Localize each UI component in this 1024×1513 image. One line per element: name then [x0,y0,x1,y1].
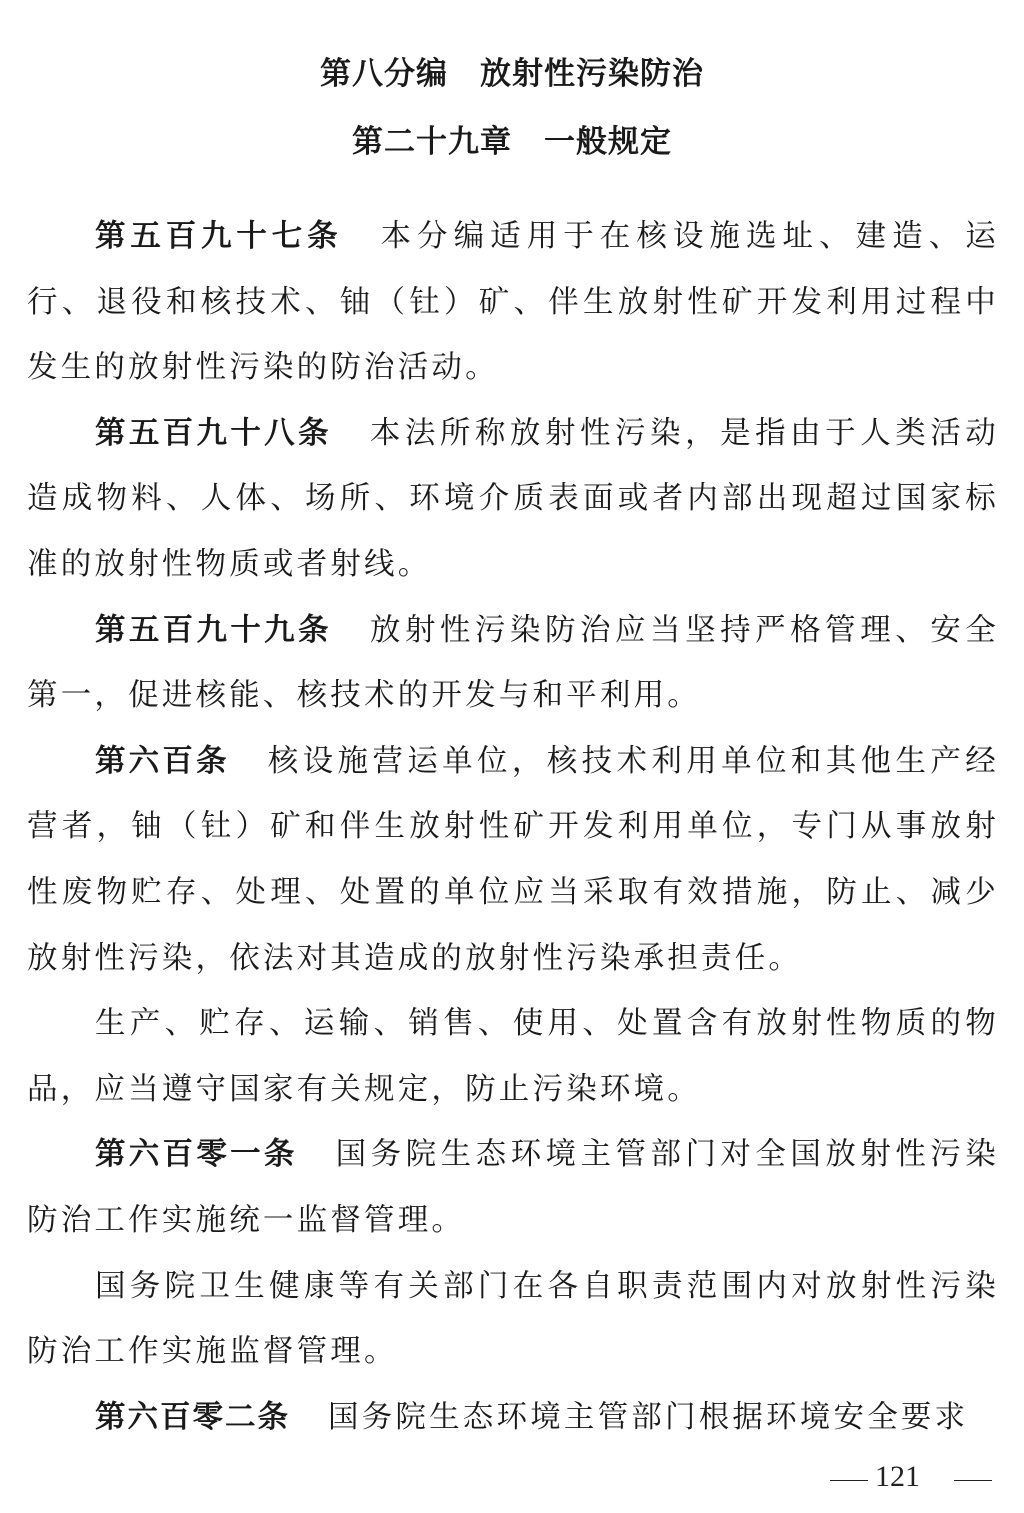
article-number: 第五百九十八条 [95,415,332,451]
article-600-paragraph [27,729,999,991]
article-text: 核设施营运单位，核技术利用单位和其他生产经营者，铀（钍）矿和伴生放射性矿开发利用单位，专门从事放射性废物贮存、处理、处置的单位应当采取有效措施，防止、减少放射性污染，依法对其造成的放射性污染承担责任。 [27,743,999,976]
article-number: 第五百九十九条 [95,612,332,648]
part-title: 第八分编 放射性污染防治 [320,56,704,92]
article-597-paragraph [27,204,999,401]
footer-dash-left [830,1480,868,1481]
page-number: 121 [875,1460,920,1493]
page-footer [0,1458,1024,1498]
article-598-paragraph [27,401,999,598]
article-601-clause-2 [27,1254,999,1385]
article-number: 第六百零二条 [95,1399,290,1435]
chapter-title: 第二十九章 一般规定 [352,124,672,160]
document-body [27,204,999,1450]
article-601-paragraph [27,1122,999,1253]
article-text: 放射性污染防治应当坚持严格管理、安全第一，促进核能、核技术的开发与和平利用。 [27,612,1000,714]
article-600-clause-2 [27,991,999,1122]
article-number: 第五百九十七条 [95,219,343,254]
article-text: 生产、贮存、运输、销售、使用、处置含有放射性物质的物品，应当遵守国家有关规定，防止污染环境。 [27,1006,999,1107]
article-number: 第六百零一条 [95,1137,298,1173]
article-599-paragraph [27,598,999,729]
article-number: 第六百条 [95,743,230,779]
article-text: 国务院卫生健康等有关部门在各自职责范围内对放射性污染防治工作实施监督管理。 [27,1268,999,1370]
article-text: 本分编适用于在核设施选址、建造、运行、退役和核技术、铀（钍）矿、伴生放射性矿开发利用过程中发生的放射性污染的防治活动。 [27,219,999,386]
article-602-paragraph [27,1385,999,1451]
article-text: 国务院生态环境主管部门根据环境安全要求 [328,1399,969,1435]
article-text: 国务院生态环境主管部门对全国放射性污染防治工作实施统一监督管理。 [27,1137,999,1238]
article-text: 本法所称放射性污染，是指由于人类活动造成物料、人体、场所、环境介质表面或者内部出现超过国家标准的放射性物质或者射线。 [27,415,1000,582]
footer-dash-right [954,1480,992,1481]
